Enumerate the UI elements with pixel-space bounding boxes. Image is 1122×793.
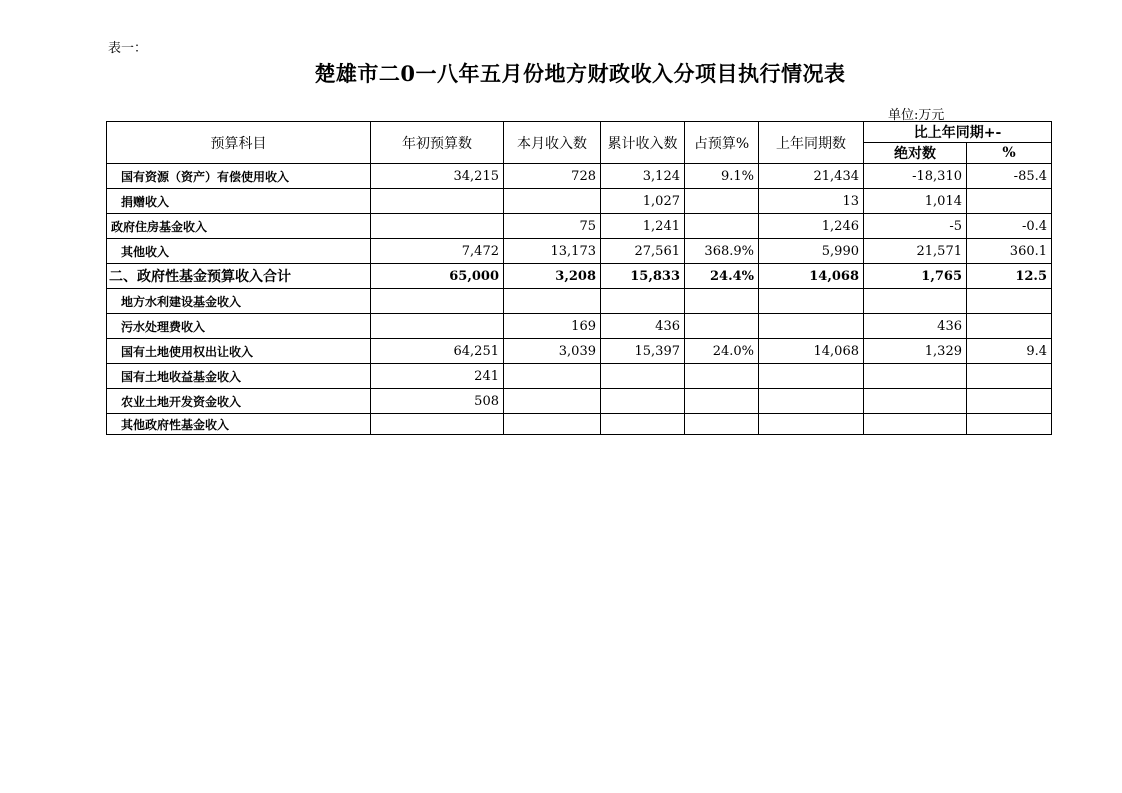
cell-pct-budget: 24.4% (685, 264, 759, 289)
row-name: 政府住房基金收入 (107, 214, 371, 239)
table-row-total (107, 264, 1052, 289)
cell-abs: -18,310 (864, 164, 967, 189)
header-subject: 预算科目 (107, 122, 371, 164)
cell-pct-budget: 9.1% (685, 164, 759, 189)
cell-pct (967, 364, 1052, 389)
cell-pct-budget (685, 289, 759, 314)
cell-cumulative: 1,027 (601, 189, 685, 214)
table-row (107, 389, 1052, 414)
cell-pct-budget (685, 364, 759, 389)
cell-pct: -85.4 (967, 164, 1052, 189)
row-name: 国有资源（资产）有偿使用收入 (107, 164, 371, 189)
cell-last-year: 1,246 (759, 214, 864, 239)
cell-last-year: 5,990 (759, 239, 864, 264)
cell-cumulative: 15,833 (601, 264, 685, 289)
table-body (107, 164, 1052, 435)
table-row (107, 339, 1052, 364)
cell-month (504, 289, 601, 314)
header-last-year: 上年同期数 (759, 122, 864, 164)
cell-budget (371, 189, 504, 214)
cell-pct (967, 289, 1052, 314)
cell-budget: 34,215 (371, 164, 504, 189)
cell-pct: 360.1 (967, 239, 1052, 264)
table-row (107, 364, 1052, 389)
unit-label: 单位:万元 (888, 108, 945, 123)
row-name: 二、政府性基金预算收入合计 (107, 264, 371, 289)
cell-pct: -0.4 (967, 214, 1052, 239)
cell-month (504, 364, 601, 389)
header-budget: 年初预算数 (371, 122, 504, 164)
table-row (107, 164, 1052, 189)
row-name: 捐赠收入 (107, 189, 371, 214)
table-row (107, 214, 1052, 239)
cell-abs (864, 364, 967, 389)
cell-cumulative (601, 389, 685, 414)
cell-last-year: 14,068 (759, 339, 864, 364)
table-row (107, 239, 1052, 264)
cell-pct (967, 414, 1052, 435)
page-title: 楚雄市二0一八年五月份地方财政收入分项目执行情况表 (314, 61, 846, 86)
cell-cumulative: 436 (601, 314, 685, 339)
cell-last-year (759, 364, 864, 389)
cell-last-year (759, 314, 864, 339)
cell-pct (967, 389, 1052, 414)
row-name: 农业土地开发资金收入 (107, 389, 371, 414)
header-pct-budget: 占预算% (685, 122, 759, 164)
cell-pct-budget (685, 189, 759, 214)
cell-last-year: 13 (759, 189, 864, 214)
cell-abs: 436 (864, 314, 967, 339)
header-compare: 比上年同期+- (864, 122, 1052, 143)
cell-pct-budget: 368.9% (685, 239, 759, 264)
cell-last-year (759, 289, 864, 314)
cell-abs: 1,765 (864, 264, 967, 289)
cell-last-year: 14,068 (759, 264, 864, 289)
cell-budget: 508 (371, 389, 504, 414)
cell-month: 13,173 (504, 239, 601, 264)
row-name: 国有土地收益基金收入 (107, 364, 371, 389)
cell-budget (371, 414, 504, 435)
row-name: 其他政府性基金收入 (107, 414, 371, 435)
table-header (107, 122, 1052, 164)
cell-budget (371, 214, 504, 239)
header-pct: % (967, 143, 1052, 164)
cell-cumulative: 3,124 (601, 164, 685, 189)
cell-abs: 1,014 (864, 189, 967, 214)
cell-month: 728 (504, 164, 601, 189)
cell-cumulative (601, 289, 685, 314)
cell-budget: 64,251 (371, 339, 504, 364)
header-month: 本月收入数 (504, 122, 601, 164)
cell-budget: 241 (371, 364, 504, 389)
cell-pct-budget: 24.0% (685, 339, 759, 364)
row-name: 国有土地使用权出让收入 (107, 339, 371, 364)
row-name: 污水处理费收入 (107, 314, 371, 339)
cell-cumulative: 15,397 (601, 339, 685, 364)
cell-cumulative: 1,241 (601, 214, 685, 239)
cell-last-year (759, 414, 864, 435)
cell-pct (967, 189, 1052, 214)
cell-pct-budget (685, 214, 759, 239)
cell-month (504, 414, 601, 435)
cell-budget (371, 314, 504, 339)
cell-pct: 12.5 (967, 264, 1052, 289)
cell-month (504, 389, 601, 414)
cell-month: 169 (504, 314, 601, 339)
cell-pct (967, 314, 1052, 339)
cell-last-year (759, 389, 864, 414)
cell-pct: 9.4 (967, 339, 1052, 364)
cell-month: 75 (504, 214, 601, 239)
cell-last-year: 21,434 (759, 164, 864, 189)
cell-budget (371, 289, 504, 314)
table-row (107, 414, 1052, 435)
header-cumulative: 累计收入数 (601, 122, 685, 164)
cell-abs: -5 (864, 214, 967, 239)
cell-abs: 1,329 (864, 339, 967, 364)
cell-abs: 21,571 (864, 239, 967, 264)
table-row (107, 189, 1052, 214)
header-abs: 绝对数 (864, 143, 967, 164)
cell-month (504, 189, 601, 214)
table-tag: 表一： (108, 41, 148, 56)
row-name: 地方水利建设基金收入 (107, 289, 371, 314)
cell-pct-budget (685, 314, 759, 339)
cell-abs (864, 414, 967, 435)
cell-cumulative (601, 414, 685, 435)
cell-abs (864, 389, 967, 414)
table-row (107, 314, 1052, 339)
cell-budget: 65,000 (371, 264, 504, 289)
revenue-table (106, 121, 1052, 435)
table-row (107, 289, 1052, 314)
cell-abs (864, 289, 967, 314)
cell-pct-budget (685, 389, 759, 414)
cell-cumulative: 27,561 (601, 239, 685, 264)
cell-cumulative (601, 364, 685, 389)
row-name: 其他收入 (107, 239, 371, 264)
cell-month: 3,208 (504, 264, 601, 289)
cell-pct-budget (685, 414, 759, 435)
cell-budget: 7,472 (371, 239, 504, 264)
cell-month: 3,039 (504, 339, 601, 364)
